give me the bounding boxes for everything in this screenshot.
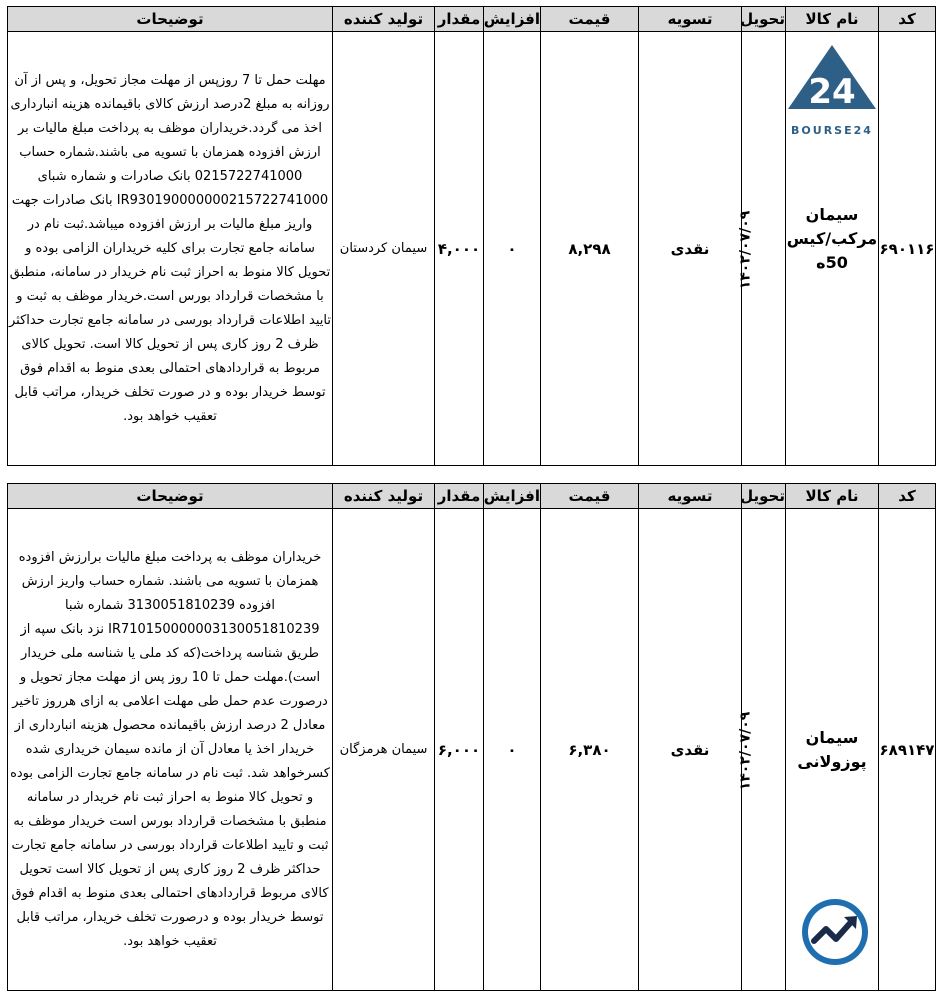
- delivery-date: ۱۴۰۲/۰۷/۰۹: [737, 210, 754, 290]
- product-name-cell: [786, 32, 879, 466]
- settlement: نقدی: [639, 509, 742, 991]
- header-description: توضیحات: [8, 7, 333, 32]
- offer-table-1: [7, 6, 936, 466]
- increase: ۰: [484, 32, 541, 466]
- table-row: [8, 509, 936, 991]
- header-price: قیمت: [541, 7, 639, 32]
- trend-line-badge-icon: [800, 897, 870, 967]
- quantity: ۴,۰۰۰: [435, 32, 484, 466]
- header-quantity: مقدار: [435, 484, 484, 509]
- header-price: قیمت: [541, 484, 639, 509]
- producer: سیمان کردستان: [333, 32, 435, 466]
- settlement: نقدی: [639, 32, 742, 466]
- producer: سیمان هرمزگان: [333, 509, 435, 991]
- product-code: ۶۹۰۱۱۶: [879, 32, 936, 466]
- offer-table-2: [7, 483, 936, 991]
- price: ۸,۲۹۸: [541, 32, 639, 466]
- description: مهلت حمل تا 7 روزپس از مهلت مجاز تحویل، و پس از آن روزانه به مبلغ 2درصد ارزش کالای باقیمانده هزینه انبارداری اخذ می گردد.خریداران موظف به پرداخت مبلغ مالیات بر ارزش افزوده همزمان با تسویه می باشند.شماره حساب 0215722741000 بانک صادرات و شماره شبای IR930190000000215722741000 بانک صادرات جهت واریز مبلغ مالیات بر ارزش افزوده میباشد.ثبت نام در سامانه جامع تجارت برای کلیه خریداران الزامی بوده و تحویل کالا منوط به احراز ثبت نام خریدار در سامانه، منطبق با مشخصات قرارداد بورس است.خریدار موظف به ثبت و تایید اطلاعات قرارداد بورسی در سامانه جامع تجارت حداکثر ظرف 2 روز کاری پس از تحویل کالا است. تحویل کالای مربوط به قراردادهای احتمالی بعدی منوط به اقدام فوق توسط خریدار بوده و در صورت تخلف خریدار، مراتب قابل تعقیب خواهد بود.: [8, 32, 333, 466]
- logo-text: BOURSE24: [791, 123, 873, 137]
- header-producer: تولید کننده: [333, 484, 435, 509]
- delivery-date: ۱۴۰۲/۰۷/۰۹: [737, 711, 754, 791]
- product-name: سیمان پوزولانی: [786, 509, 879, 991]
- bourse24-logo: [786, 43, 878, 143]
- header-producer: تولید کننده: [333, 7, 435, 32]
- logo-mark: 24: [808, 71, 856, 112]
- quantity: ۶,۰۰۰: [435, 509, 484, 991]
- product-code: ۶۸۹۱۴۷: [879, 509, 936, 991]
- table-header-row: [8, 7, 936, 32]
- delivery-date-cell: [737, 32, 786, 466]
- header-increase: افزایش: [484, 484, 541, 509]
- bourse24-logo-icon: [786, 43, 878, 111]
- header-description: توضیحات: [8, 484, 333, 509]
- table-row: [8, 32, 936, 466]
- delivery-date-cell: [737, 509, 786, 991]
- price: ۶,۳۸۰: [541, 509, 639, 991]
- header-settlement: تسویه: [639, 7, 742, 32]
- header-quantity: مقدار: [435, 7, 484, 32]
- increase: ۰: [484, 509, 541, 991]
- header-code: کد: [879, 7, 936, 32]
- header-name: نام کالا: [786, 7, 879, 32]
- table-header-row: [8, 484, 936, 509]
- header-code: کد: [879, 484, 936, 509]
- description: خریداران موظف به پرداخت مبلغ مالیات برارزش افزوده همزمان با تسویه می باشند. شماره حساب واریز ارزش افزوده 3130051810239 شماره شبا IR710150000003130051810239 نزد بانک سپه از طریق شناسه پرداخت(که کد ملی یا شناسه ملی خریدار است).مهلت حمل تا 10 روز پس از مهلت مجاز تحویل و درصورت عدم حمل طی مهلت اعلامی به ازای هرروز تاخیر معادل 2 درصد ارزش باقیمانده محصول هزینه انبارداری از خریدار اخذ یا معادل آن از مانده سیمان خریداری شده کسرخواهد شد. ثبت نام در سامانه جامع تجارت الزامی بوده و تحویل کالا منوط به احراز ثبت نام خریدار در سامانه منطبق با مشخصات قرارداد بورس است خریدار موظف به ثبت و تایید اطلاعات قرارداد بورسی در سامانه جامع تجارت حداکثر ظرف 2 روز کاری پس از تحویل کالا است تحویل کالای مربوط قراردادهای احتمالی بعدی منوط به اقدام فوق توسط خریدار بوده و درصورت تخلف خریدار، مراتب قابل تعقیب خواهد بود.: [8, 509, 333, 991]
- header-increase: افزایش: [484, 7, 541, 32]
- product-name: سیمان مرکب/کیس 50ه: [786, 204, 878, 272]
- header-settlement: تسویه: [639, 484, 742, 509]
- header-name: نام کالا: [786, 484, 879, 509]
- header-delivery: تحویل: [742, 7, 786, 32]
- header-delivery: تحویل: [742, 484, 786, 509]
